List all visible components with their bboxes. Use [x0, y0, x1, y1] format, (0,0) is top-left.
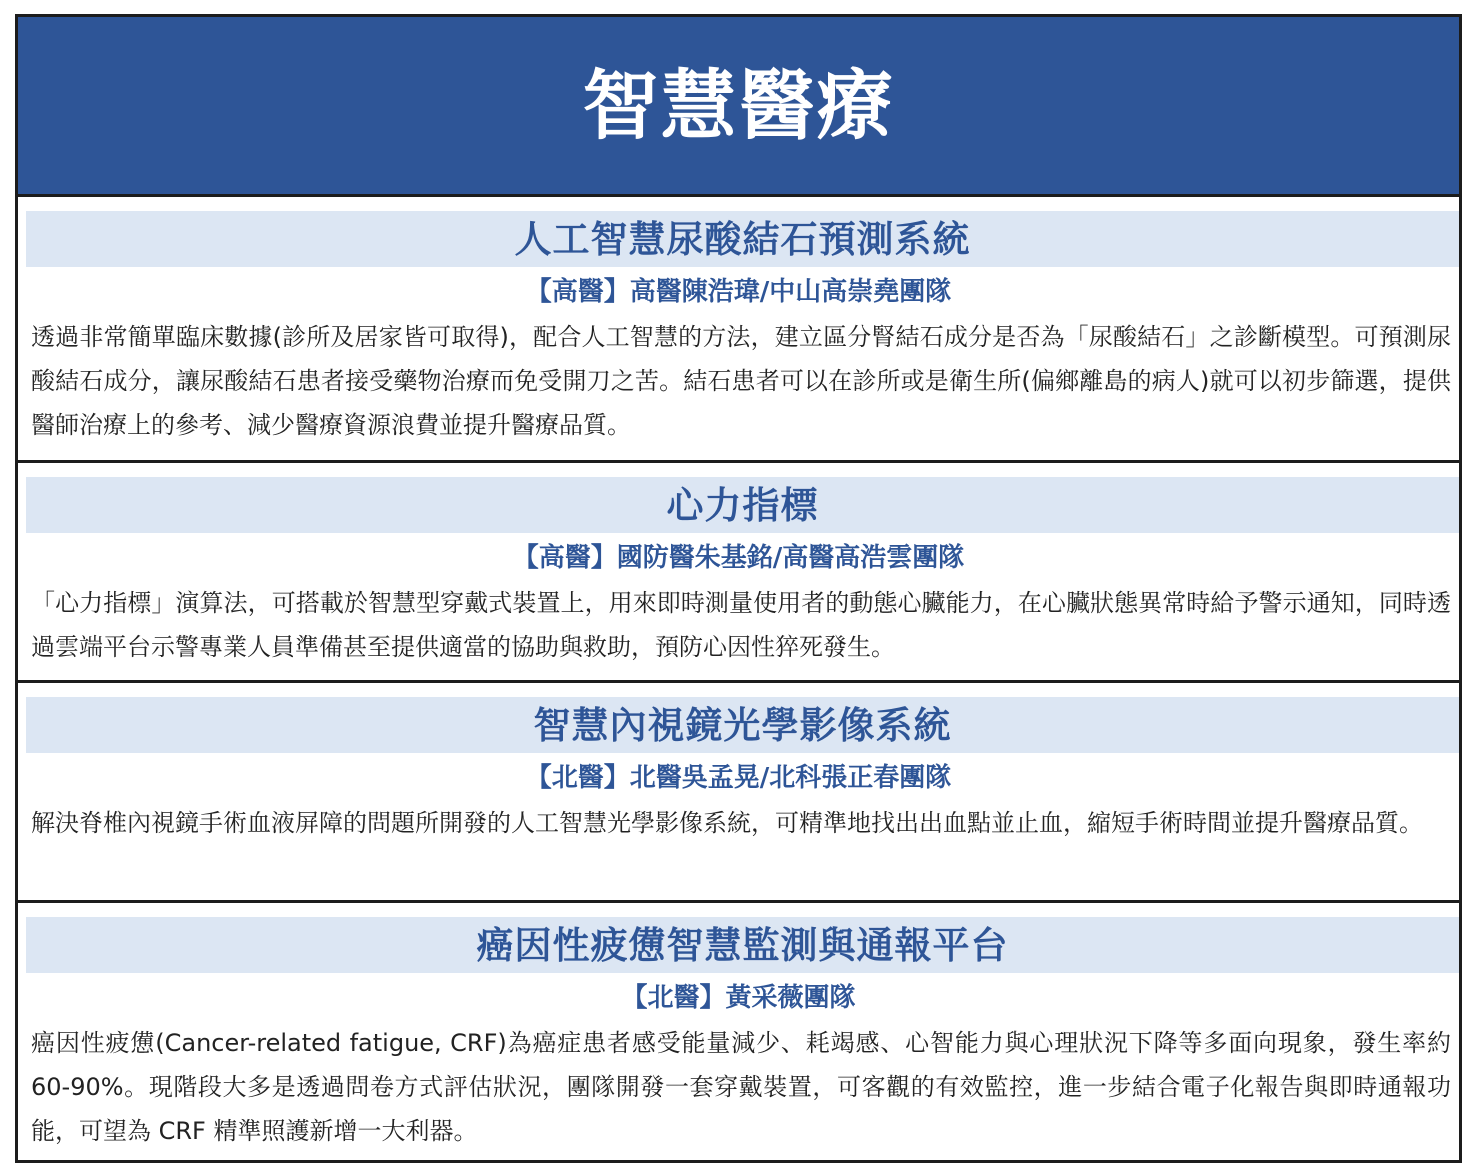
- section-title: 智慧內視鏡光學影像系統: [533, 703, 952, 747]
- section-header: [26, 477, 1459, 533]
- section-cancer-fatigue-platform: [18, 903, 1459, 1160]
- page-title: 智慧醫療: [582, 60, 895, 150]
- section-description: 「心力指標」演算法，可搭載於智慧型穿戴式裝置上，用來即時測量使用者的動態心臟能力，在心臟狀態異常時給予警示通知，同時透過雲端平台示警專業人員準備甚至提供適當的協助與救助，預防心因性猝死發生。: [31, 589, 1451, 661]
- section-description: 癌因性疲憊(Cancer-related fatigue, CRF)為癌症患者感受能量減少、耗竭感、心智能力與心理狀況下降等多面向現象，發生率約 60-90%。現階段大多是透過問卷方式評估狀況，團隊開發一套穿戴裝置，可客觀的有效監控，進一步結合電子化報告與即時通報功能，可望為 CRF 精準照護新增一大利器。: [31, 1029, 1451, 1145]
- section-header: [26, 211, 1459, 267]
- content-frame: [15, 14, 1462, 1163]
- section-endoscope-imaging: [18, 683, 1459, 903]
- section-description: 解決脊椎內視鏡手術血液屏障的問題所開發的人工智慧光學影像系統，可精準地找出出血點並止血，縮短手術時間並提升醫療品質。: [31, 809, 1423, 837]
- section-team: 【北醫】黃采薇團隊: [621, 983, 856, 1013]
- section-heart-index: [18, 463, 1459, 683]
- section-uric-acid-stone: [18, 197, 1459, 463]
- section-title: 癌因性疲憊智慧監測與通報平台: [476, 923, 1009, 967]
- section-team: 【高醫】國防醫朱基銘/高醫高浩雲團隊: [512, 543, 965, 573]
- section-team: 【高醫】高醫陳浩瑋/中山高崇堯團隊: [525, 277, 952, 307]
- section-title: 人工智慧尿酸結石預測系統: [514, 217, 971, 261]
- section-header: [26, 917, 1459, 973]
- section-team: 【北醫】北醫吳孟晃/北科張正春團隊: [525, 763, 952, 793]
- section-header: [26, 697, 1459, 753]
- page-banner: [18, 17, 1459, 197]
- section-description: 透過非常簡單臨床數據(診所及居家皆可取得)，配合人工智慧的方法，建立區分腎結石成分是否為「尿酸結石」之診斷模型。可預測尿酸結石成分，讓尿酸結石患者接受藥物治療而免受開刀之苦。結石患者可以在診所或是衛生所(偏鄉離島的病人)就可以初步篩選，提供醫師治療上的參考、減少醫療資源浪費並提升醫療品質。: [31, 323, 1451, 439]
- section-title: 心力指標: [666, 483, 819, 527]
